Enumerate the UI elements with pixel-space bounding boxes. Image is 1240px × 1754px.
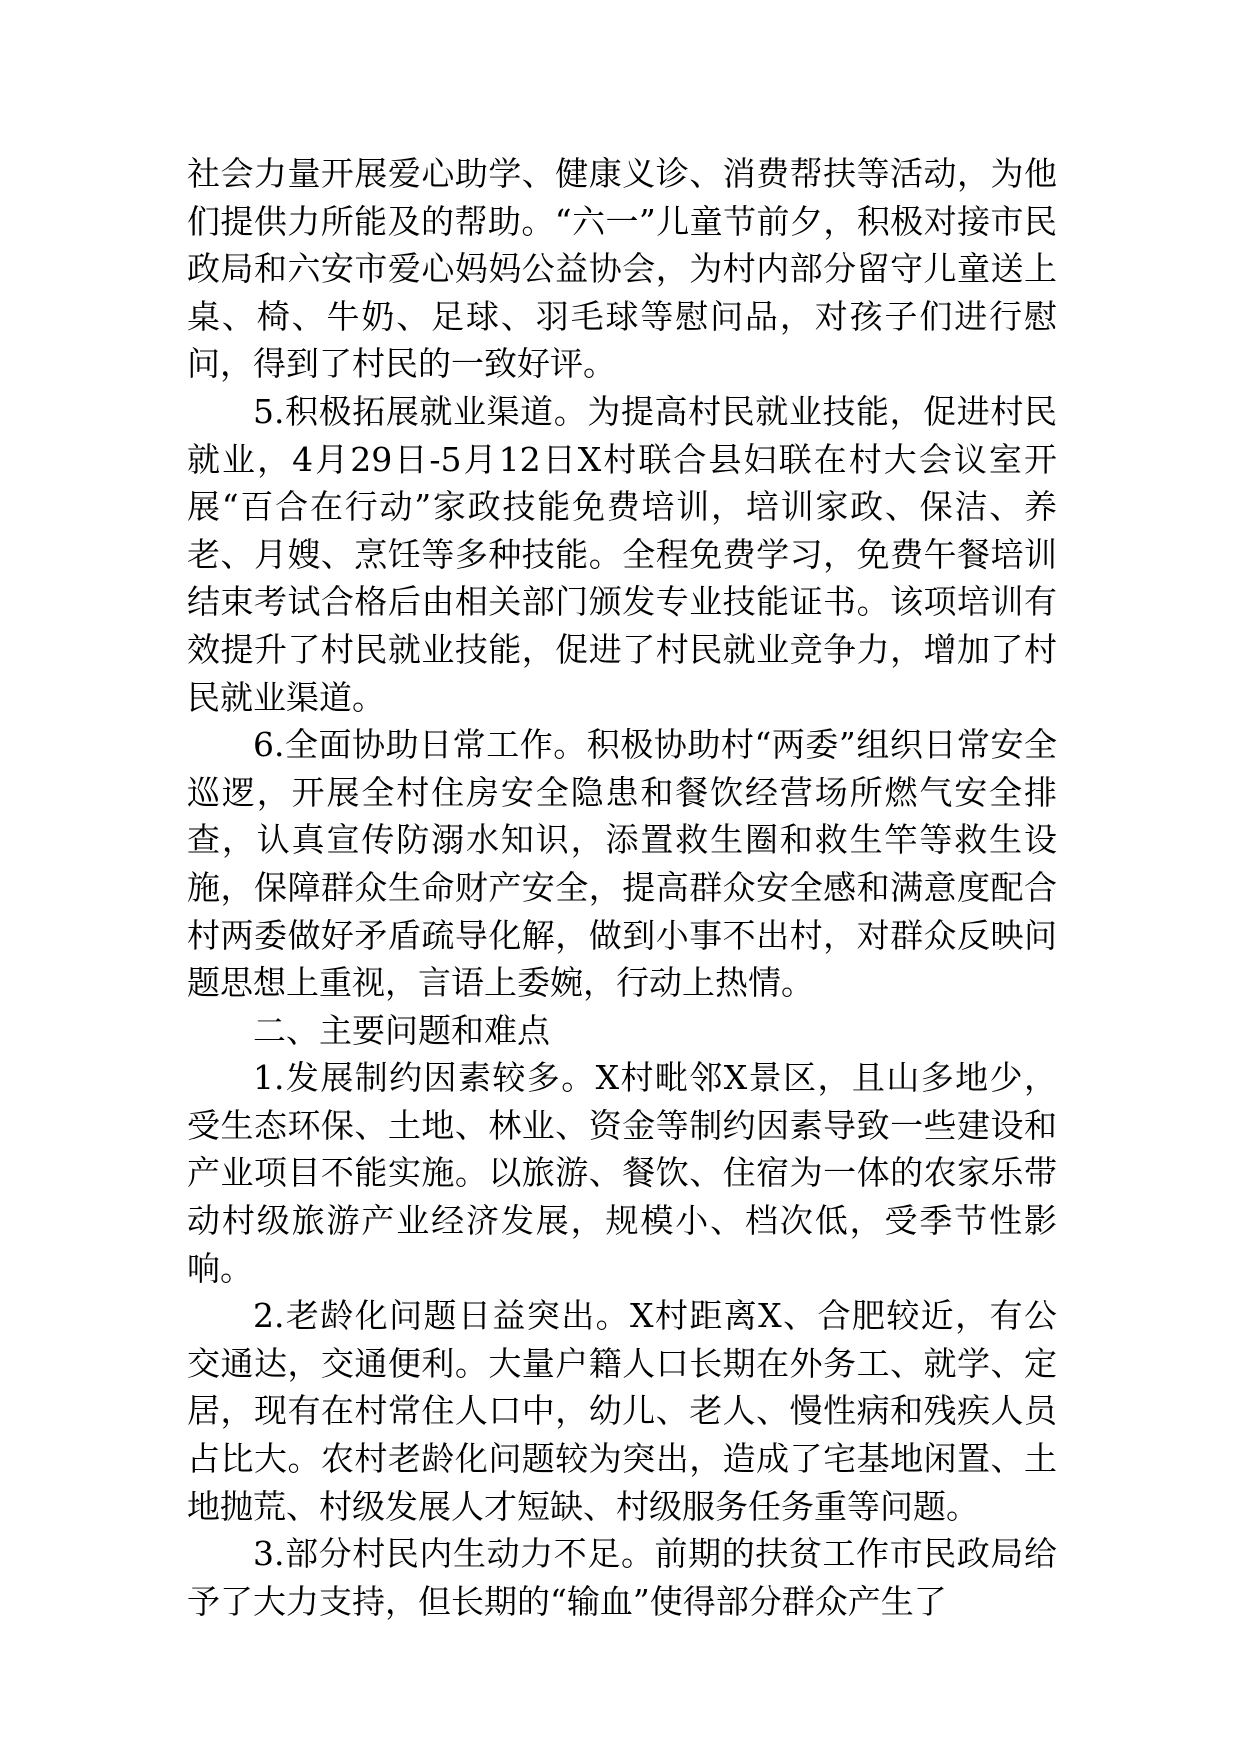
document-body bbox=[187, 150, 1057, 1625]
paragraph-aging: 2.老龄化问题日益突出。X村距离X、合肥较近，有公交通达，交通便利。大量户籍人口长期在外务工、就学、定居，现有在村常住人口中，幼儿、老人、慢性病和残疾人员占比大。农村老龄化问题较为突出，造成了宅基地闲置、土地抛荒、村级发展人才短缺、村级服务任务重等问题。 bbox=[187, 1296, 1057, 1526]
paragraph-development-constraints: 1.发展制约因素较多。X村毗邻X景区，且山多地少，受生态环保、土地、林业、资金等制约因素导致一些建设和产业项目不能实施。以旅游、餐饮、住宿为一体的农家乐带动村级旅游产业经济发展，规模小、档次低，受季节性影响。 bbox=[187, 1058, 1057, 1288]
paragraph-intro-continuation: 社会力量开展爱心助学、健康义诊、消费帮扶等活动，为他们提供力所能及的帮助。“六一”儿童节前夕，积极对接市民政局和六安市爱心妈妈公益协会，为村内部分留守儿童送上桌、椅、牛奶、足球、羽毛球等慰问品，对孩子们进行慰问，得到了村民的一致好评。 bbox=[187, 154, 1057, 384]
paragraph-daily-work: 6.全面协助日常工作。积极协助村“两委”组织日常安全巡逻，开展全村住房安全隐患和餐饮经营场所燃气安全排查，认真宣传防溺水知识，添置救生圈和救生竿等救生设施，保障群众生命财产安全，提高群众安全感和满意度配合村两委做好矛盾疏导化解，做到小事不出村，对群众反映问题思想上重视，言语上委婉，行动上热情。 bbox=[187, 725, 1057, 1003]
paragraph-motivation: 3.部分村民内生动力不足。前期的扶贫工作市民政局给予了大力支持，但长期的“输血”使得部分群众产生了 bbox=[187, 1534, 1057, 1621]
paragraph-employment-channels: 5.积极拓展就业渠道。为提高村民就业技能，促进村民就业，4月29日-5月12日X村联合县妇联在村大会议室开展“百合在行动”家政技能免费培训，培训家政、保洁、养老、月嫂、烹饪等多种技能。全程免费学习，免费午餐培训结束考试合格后由相关部门颁发专业技能证书。该项培训有效提升了村民就业技能，促进了村民就业竞争力，增加了村民就业渠道。 bbox=[187, 391, 1057, 717]
section-heading-problems: 二、主要问题和难点 bbox=[253, 1010, 550, 1050]
